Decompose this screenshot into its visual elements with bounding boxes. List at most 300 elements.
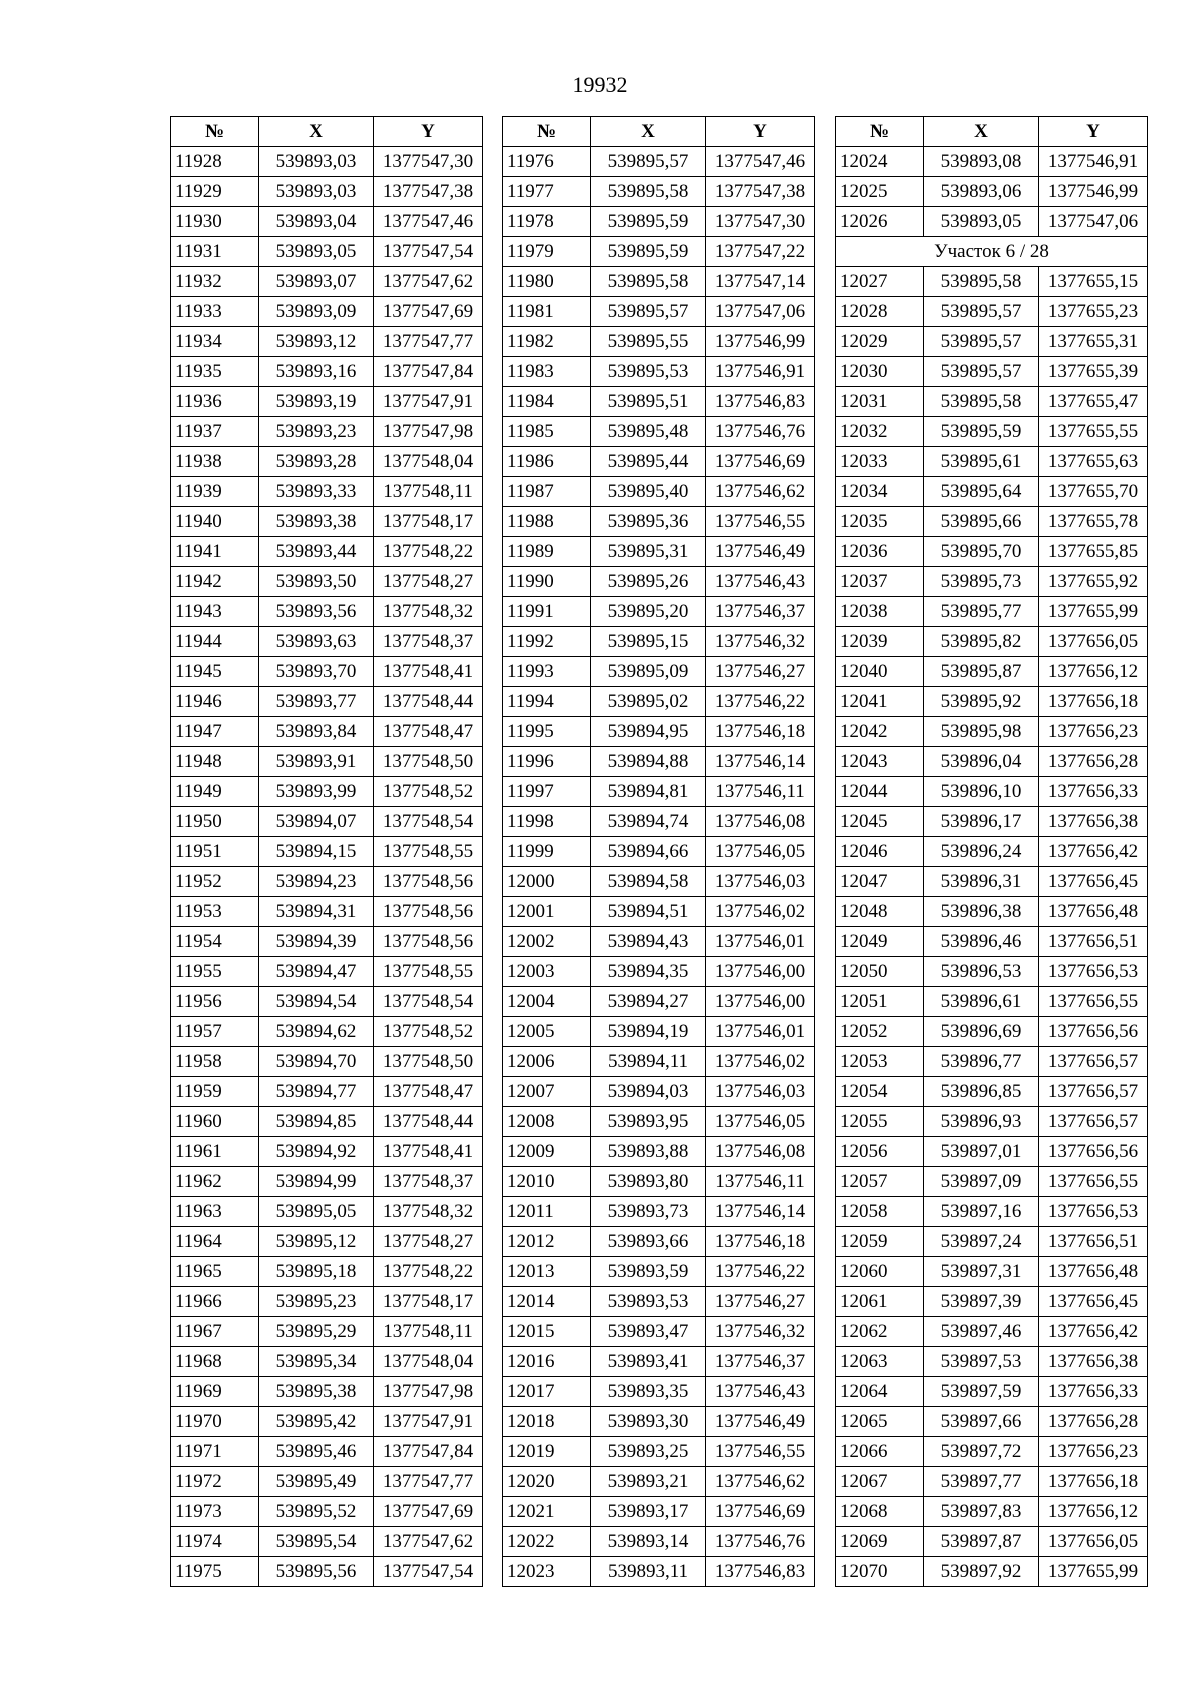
y-coordinate-cell: 1377546,83 — [706, 1557, 815, 1587]
table-row — [503, 1527, 815, 1557]
table-row — [171, 1317, 483, 1347]
x-coordinate-cell: 539894,88 — [591, 747, 706, 777]
table-row — [836, 1317, 1148, 1347]
y-coordinate-cell: 1377546,22 — [706, 687, 815, 717]
x-coordinate-cell: 539895,29 — [259, 1317, 374, 1347]
y-coordinate-cell: 1377546,14 — [706, 747, 815, 777]
x-coordinate-cell: 539895,38 — [259, 1377, 374, 1407]
table-row — [836, 687, 1148, 717]
point-number-cell: 12069 — [836, 1527, 924, 1557]
x-coordinate-cell: 539894,19 — [591, 1017, 706, 1047]
point-number-cell: 12034 — [836, 477, 924, 507]
coordinates-table-2 — [502, 116, 815, 1587]
y-coordinate-cell: 1377546,91 — [706, 357, 815, 387]
x-coordinate-cell: 539894,74 — [591, 807, 706, 837]
table-row — [836, 357, 1148, 387]
point-number-cell: 11935 — [171, 357, 259, 387]
point-number-cell: 11965 — [171, 1257, 259, 1287]
x-coordinate-cell: 539893,05 — [259, 237, 374, 267]
point-number-cell: 11963 — [171, 1197, 259, 1227]
point-number-cell: 12005 — [503, 1017, 591, 1047]
y-coordinate-cell: 1377655,78 — [1039, 507, 1148, 537]
x-coordinate-cell: 539895,61 — [924, 447, 1039, 477]
table-row — [171, 387, 483, 417]
y-coordinate-cell: 1377548,54 — [374, 987, 483, 1017]
y-coordinate-cell: 1377547,30 — [706, 207, 815, 237]
point-number-cell: 12049 — [836, 927, 924, 957]
table-row — [836, 1257, 1148, 1287]
x-coordinate-cell: 539897,66 — [924, 1407, 1039, 1437]
y-coordinate-cell: 1377546,99 — [706, 327, 815, 357]
point-number-cell: 11929 — [171, 177, 259, 207]
table-row — [171, 1497, 483, 1527]
point-number-cell: 11984 — [503, 387, 591, 417]
y-coordinate-cell: 1377546,14 — [706, 1197, 815, 1227]
y-coordinate-cell: 1377656,57 — [1039, 1047, 1148, 1077]
point-number-cell: 12019 — [503, 1437, 591, 1467]
x-coordinate-cell: 539893,50 — [259, 567, 374, 597]
x-coordinate-cell: 539896,10 — [924, 777, 1039, 807]
point-number-cell: 12032 — [836, 417, 924, 447]
point-number-cell: 11996 — [503, 747, 591, 777]
table-row — [171, 867, 483, 897]
point-number-cell: 11995 — [503, 717, 591, 747]
table-row — [171, 477, 483, 507]
x-coordinate-cell: 539895,48 — [591, 417, 706, 447]
y-coordinate-cell: 1377655,39 — [1039, 357, 1148, 387]
y-coordinate-cell: 1377548,32 — [374, 597, 483, 627]
point-number-cell: 11964 — [171, 1227, 259, 1257]
x-coordinate-cell: 539894,31 — [259, 897, 374, 927]
point-number-cell: 11945 — [171, 657, 259, 687]
y-coordinate-cell: 1377546,55 — [706, 1437, 815, 1467]
table-row — [503, 1227, 815, 1257]
table-row — [171, 657, 483, 687]
table-row — [503, 717, 815, 747]
y-coordinate-cell: 1377656,33 — [1039, 777, 1148, 807]
x-coordinate-cell: 539897,83 — [924, 1497, 1039, 1527]
x-coordinate-cell: 539894,85 — [259, 1107, 374, 1137]
x-coordinate-cell: 539897,16 — [924, 1197, 1039, 1227]
table-row — [171, 1527, 483, 1557]
table-row — [503, 777, 815, 807]
y-coordinate-cell: 1377547,46 — [706, 147, 815, 177]
coordinates-table-1 — [170, 116, 483, 1587]
table-row — [171, 1287, 483, 1317]
y-coordinate-cell: 1377548,56 — [374, 897, 483, 927]
y-coordinate-cell: 1377546,02 — [706, 1047, 815, 1077]
point-number-cell: 11954 — [171, 927, 259, 957]
table-row — [503, 1407, 815, 1437]
y-coordinate-cell: 1377548,54 — [374, 807, 483, 837]
x-coordinate-cell: 539894,99 — [259, 1167, 374, 1197]
y-coordinate-cell: 1377656,45 — [1039, 1287, 1148, 1317]
point-number-cell: 11960 — [171, 1107, 259, 1137]
x-coordinate-cell: 539894,23 — [259, 867, 374, 897]
point-number-cell: 11987 — [503, 477, 591, 507]
y-coordinate-cell: 1377546,37 — [706, 1347, 815, 1377]
y-coordinate-cell: 1377548,55 — [374, 957, 483, 987]
x-coordinate-cell: 539895,55 — [591, 327, 706, 357]
x-coordinate-cell: 539893,14 — [591, 1527, 706, 1557]
x-coordinate-cell: 539895,64 — [924, 477, 1039, 507]
table-row — [171, 1347, 483, 1377]
x-coordinate-cell: 539893,16 — [259, 357, 374, 387]
table-row — [836, 1437, 1148, 1467]
table-row — [836, 1527, 1148, 1557]
table-row — [503, 1077, 815, 1107]
y-coordinate-cell: 1377546,83 — [706, 387, 815, 417]
point-number-cell: 12040 — [836, 657, 924, 687]
y-coordinate-cell: 1377656,18 — [1039, 687, 1148, 717]
table-row — [503, 1137, 815, 1167]
y-coordinate-cell: 1377546,00 — [706, 957, 815, 987]
point-number-cell: 11961 — [171, 1137, 259, 1167]
y-coordinate-cell: 1377546,22 — [706, 1257, 815, 1287]
x-coordinate-cell: 539895,09 — [591, 657, 706, 687]
y-coordinate-cell: 1377546,32 — [706, 1317, 815, 1347]
point-number-cell: 12000 — [503, 867, 591, 897]
table-row — [171, 1107, 483, 1137]
x-coordinate-cell: 539896,93 — [924, 1107, 1039, 1137]
y-coordinate-cell: 1377547,06 — [1039, 207, 1148, 237]
point-number-cell: 11983 — [503, 357, 591, 387]
point-number-cell: 12038 — [836, 597, 924, 627]
table-row — [836, 717, 1148, 747]
y-coordinate-cell: 1377656,51 — [1039, 927, 1148, 957]
y-coordinate-cell: 1377547,91 — [374, 1407, 483, 1437]
y-coordinate-cell: 1377548,41 — [374, 657, 483, 687]
y-coordinate-cell: 1377546,08 — [706, 1137, 815, 1167]
point-number-cell: 12011 — [503, 1197, 591, 1227]
point-number-cell: 12012 — [503, 1227, 591, 1257]
x-coordinate-cell: 539897,77 — [924, 1467, 1039, 1497]
point-number-cell: 11940 — [171, 507, 259, 537]
y-coordinate-cell: 1377655,99 — [1039, 597, 1148, 627]
x-coordinate-cell: 539893,08 — [924, 147, 1039, 177]
x-coordinate-cell: 539893,95 — [591, 1107, 706, 1137]
x-coordinate-cell: 539893,06 — [924, 177, 1039, 207]
point-number-cell: 11981 — [503, 297, 591, 327]
y-coordinate-cell: 1377546,27 — [706, 1287, 815, 1317]
y-coordinate-cell: 1377546,02 — [706, 897, 815, 927]
table-row — [503, 357, 815, 387]
point-number-cell: 11939 — [171, 477, 259, 507]
table-header-row — [836, 117, 1148, 147]
point-number-cell: 11979 — [503, 237, 591, 267]
y-coordinate-cell: 1377656,53 — [1039, 1197, 1148, 1227]
y-coordinate-cell: 1377656,18 — [1039, 1467, 1148, 1497]
point-number-cell: 12047 — [836, 867, 924, 897]
point-number-cell: 11993 — [503, 657, 591, 687]
x-coordinate-cell: 539893,88 — [591, 1137, 706, 1167]
x-coordinate-cell: 539894,95 — [591, 717, 706, 747]
point-number-cell: 11931 — [171, 237, 259, 267]
point-number-cell: 11974 — [171, 1527, 259, 1557]
header-number: № — [836, 117, 924, 147]
y-coordinate-cell: 1377656,38 — [1039, 1347, 1148, 1377]
x-coordinate-cell: 539893,23 — [259, 417, 374, 447]
point-number-cell: 11966 — [171, 1287, 259, 1317]
y-coordinate-cell: 1377547,22 — [706, 237, 815, 267]
y-coordinate-cell: 1377546,01 — [706, 1017, 815, 1047]
y-coordinate-cell: 1377548,11 — [374, 1317, 483, 1347]
table-row — [171, 537, 483, 567]
table-row — [171, 507, 483, 537]
x-coordinate-cell: 539895,51 — [591, 387, 706, 417]
point-number-cell: 11997 — [503, 777, 591, 807]
x-coordinate-cell: 539896,24 — [924, 837, 1039, 867]
point-number-cell: 12017 — [503, 1377, 591, 1407]
x-coordinate-cell: 539893,66 — [591, 1227, 706, 1257]
x-coordinate-cell: 539895,59 — [591, 237, 706, 267]
y-coordinate-cell: 1377655,99 — [1039, 1557, 1148, 1587]
point-number-cell: 11952 — [171, 867, 259, 897]
table-row — [171, 1557, 483, 1587]
point-number-cell: 12016 — [503, 1347, 591, 1377]
table-row — [171, 987, 483, 1017]
x-coordinate-cell: 539894,47 — [259, 957, 374, 987]
y-coordinate-cell: 1377655,31 — [1039, 327, 1148, 357]
point-number-cell: 11936 — [171, 387, 259, 417]
y-coordinate-cell: 1377547,30 — [374, 147, 483, 177]
x-coordinate-cell: 539894,51 — [591, 897, 706, 927]
y-coordinate-cell: 1377548,44 — [374, 687, 483, 717]
y-coordinate-cell: 1377547,06 — [706, 297, 815, 327]
table-row — [503, 597, 815, 627]
y-coordinate-cell: 1377656,42 — [1039, 1317, 1148, 1347]
x-coordinate-cell: 539897,39 — [924, 1287, 1039, 1317]
table-row — [171, 747, 483, 777]
table-row — [503, 1257, 815, 1287]
x-coordinate-cell: 539896,17 — [924, 807, 1039, 837]
point-number-cell: 12018 — [503, 1407, 591, 1437]
point-number-cell: 12064 — [836, 1377, 924, 1407]
x-coordinate-cell: 539895,31 — [591, 537, 706, 567]
x-coordinate-cell: 539895,18 — [259, 1257, 374, 1287]
x-coordinate-cell: 539897,01 — [924, 1137, 1039, 1167]
x-coordinate-cell: 539894,27 — [591, 987, 706, 1017]
x-coordinate-cell: 539893,38 — [259, 507, 374, 537]
table-row — [836, 1377, 1148, 1407]
table-row — [836, 1227, 1148, 1257]
x-coordinate-cell: 539896,77 — [924, 1047, 1039, 1077]
x-coordinate-cell: 539893,77 — [259, 687, 374, 717]
x-coordinate-cell: 539897,72 — [924, 1437, 1039, 1467]
x-coordinate-cell: 539896,38 — [924, 897, 1039, 927]
x-coordinate-cell: 539895,52 — [259, 1497, 374, 1527]
table-row — [171, 237, 483, 267]
x-coordinate-cell: 539895,66 — [924, 507, 1039, 537]
point-number-cell: 12027 — [836, 267, 924, 297]
table-row — [836, 1137, 1148, 1167]
table-row — [503, 507, 815, 537]
y-coordinate-cell: 1377547,62 — [374, 1527, 483, 1557]
x-coordinate-cell: 539894,03 — [591, 1077, 706, 1107]
table-row — [836, 177, 1148, 207]
point-number-cell: 11990 — [503, 567, 591, 597]
header-x: X — [924, 117, 1039, 147]
table-row — [171, 717, 483, 747]
point-number-cell: 12067 — [836, 1467, 924, 1497]
y-coordinate-cell: 1377546,43 — [706, 567, 815, 597]
point-number-cell: 12030 — [836, 357, 924, 387]
point-number-cell: 12063 — [836, 1347, 924, 1377]
point-number-cell: 12053 — [836, 1047, 924, 1077]
table-row — [503, 1047, 815, 1077]
y-coordinate-cell: 1377656,42 — [1039, 837, 1148, 867]
table-row — [171, 1437, 483, 1467]
y-coordinate-cell: 1377656,56 — [1039, 1017, 1148, 1047]
x-coordinate-cell: 539893,30 — [591, 1407, 706, 1437]
point-number-cell: 12023 — [503, 1557, 591, 1587]
point-number-cell: 11968 — [171, 1347, 259, 1377]
x-coordinate-cell: 539893,12 — [259, 327, 374, 357]
x-coordinate-cell: 539894,70 — [259, 1047, 374, 1077]
x-coordinate-cell: 539893,03 — [259, 147, 374, 177]
y-coordinate-cell: 1377655,70 — [1039, 477, 1148, 507]
point-number-cell: 11992 — [503, 627, 591, 657]
point-number-cell: 11934 — [171, 327, 259, 357]
table-row — [836, 1287, 1148, 1317]
y-coordinate-cell: 1377546,32 — [706, 627, 815, 657]
y-coordinate-cell: 1377548,22 — [374, 1257, 483, 1287]
table-row — [836, 927, 1148, 957]
point-number-cell: 11994 — [503, 687, 591, 717]
y-coordinate-cell: 1377546,18 — [706, 1227, 815, 1257]
x-coordinate-cell: 539895,40 — [591, 477, 706, 507]
point-number-cell: 11980 — [503, 267, 591, 297]
x-coordinate-cell: 539894,43 — [591, 927, 706, 957]
table-row — [503, 1317, 815, 1347]
y-coordinate-cell: 1377548,22 — [374, 537, 483, 567]
point-number-cell: 12014 — [503, 1287, 591, 1317]
x-coordinate-cell: 539895,23 — [259, 1287, 374, 1317]
table-row — [836, 1047, 1148, 1077]
x-coordinate-cell: 539895,26 — [591, 567, 706, 597]
x-coordinate-cell: 539894,77 — [259, 1077, 374, 1107]
x-coordinate-cell: 539893,04 — [259, 207, 374, 237]
y-coordinate-cell: 1377548,04 — [374, 1347, 483, 1377]
table-row — [836, 1107, 1148, 1137]
table-row — [503, 687, 815, 717]
y-coordinate-cell: 1377655,23 — [1039, 297, 1148, 327]
table-body — [503, 147, 815, 1587]
table-row — [836, 627, 1148, 657]
x-coordinate-cell: 539896,04 — [924, 747, 1039, 777]
y-coordinate-cell: 1377655,55 — [1039, 417, 1148, 447]
table-row — [503, 537, 815, 567]
y-coordinate-cell: 1377656,38 — [1039, 807, 1148, 837]
x-coordinate-cell: 539894,92 — [259, 1137, 374, 1167]
point-number-cell: 12055 — [836, 1107, 924, 1137]
x-coordinate-cell: 539893,11 — [591, 1557, 706, 1587]
table-row — [503, 1197, 815, 1227]
point-number-cell: 12051 — [836, 987, 924, 1017]
table-row — [171, 267, 483, 297]
y-coordinate-cell: 1377546,05 — [706, 837, 815, 867]
table-row — [503, 897, 815, 927]
y-coordinate-cell: 1377546,03 — [706, 867, 815, 897]
y-coordinate-cell: 1377547,84 — [374, 1437, 483, 1467]
x-coordinate-cell: 539895,44 — [591, 447, 706, 477]
point-number-cell: 12001 — [503, 897, 591, 927]
y-coordinate-cell: 1377546,69 — [706, 447, 815, 477]
x-coordinate-cell: 539893,70 — [259, 657, 374, 687]
header-x: X — [259, 117, 374, 147]
point-number-cell: 11972 — [171, 1467, 259, 1497]
table-row — [836, 1497, 1148, 1527]
y-coordinate-cell: 1377546,03 — [706, 1077, 815, 1107]
point-number-cell: 11948 — [171, 747, 259, 777]
header-number: № — [503, 117, 591, 147]
x-coordinate-cell: 539897,24 — [924, 1227, 1039, 1257]
point-number-cell: 11953 — [171, 897, 259, 927]
point-number-cell: 12020 — [503, 1467, 591, 1497]
x-coordinate-cell: 539894,15 — [259, 837, 374, 867]
table-row — [171, 957, 483, 987]
x-coordinate-cell: 539894,58 — [591, 867, 706, 897]
table-header-row — [171, 117, 483, 147]
point-number-cell: 12031 — [836, 387, 924, 417]
x-coordinate-cell: 539897,31 — [924, 1257, 1039, 1287]
table-row — [171, 1017, 483, 1047]
y-coordinate-cell: 1377656,23 — [1039, 1437, 1148, 1467]
table-row — [171, 1257, 483, 1287]
table-row — [836, 1467, 1148, 1497]
y-coordinate-cell: 1377548,47 — [374, 1077, 483, 1107]
point-number-cell: 12041 — [836, 687, 924, 717]
y-coordinate-cell: 1377548,37 — [374, 627, 483, 657]
table-row — [503, 627, 815, 657]
page-number: 19932 — [572, 72, 628, 97]
table-row — [171, 1407, 483, 1437]
x-coordinate-cell: 539893,44 — [259, 537, 374, 567]
table-row — [171, 897, 483, 927]
x-coordinate-cell: 539895,20 — [591, 597, 706, 627]
point-number-cell: 11944 — [171, 627, 259, 657]
point-number-cell: 11998 — [503, 807, 591, 837]
table-row — [503, 327, 815, 357]
y-coordinate-cell: 1377547,54 — [374, 237, 483, 267]
point-number-cell: 12028 — [836, 297, 924, 327]
point-number-cell: 11989 — [503, 537, 591, 567]
table-row — [836, 327, 1148, 357]
point-number-cell: 11928 — [171, 147, 259, 177]
point-number-cell: 12058 — [836, 1197, 924, 1227]
y-coordinate-cell: 1377548,44 — [374, 1107, 483, 1137]
point-number-cell: 11943 — [171, 597, 259, 627]
point-number-cell: 12021 — [503, 1497, 591, 1527]
x-coordinate-cell: 539893,53 — [591, 1287, 706, 1317]
point-number-cell: 11973 — [171, 1497, 259, 1527]
point-number-cell: 12008 — [503, 1107, 591, 1137]
x-coordinate-cell: 539895,57 — [591, 147, 706, 177]
header-number: № — [171, 117, 259, 147]
point-number-cell: 12066 — [836, 1437, 924, 1467]
table-row — [171, 1197, 483, 1227]
point-number-cell: 11956 — [171, 987, 259, 1017]
point-number-cell: 11975 — [171, 1557, 259, 1587]
point-number-cell: 12048 — [836, 897, 924, 927]
x-coordinate-cell: 539893,84 — [259, 717, 374, 747]
y-coordinate-cell: 1377656,05 — [1039, 627, 1148, 657]
y-coordinate-cell: 1377546,01 — [706, 927, 815, 957]
point-number-cell: 11959 — [171, 1077, 259, 1107]
table-row — [836, 777, 1148, 807]
x-coordinate-cell: 539896,46 — [924, 927, 1039, 957]
point-number-cell: 11946 — [171, 687, 259, 717]
